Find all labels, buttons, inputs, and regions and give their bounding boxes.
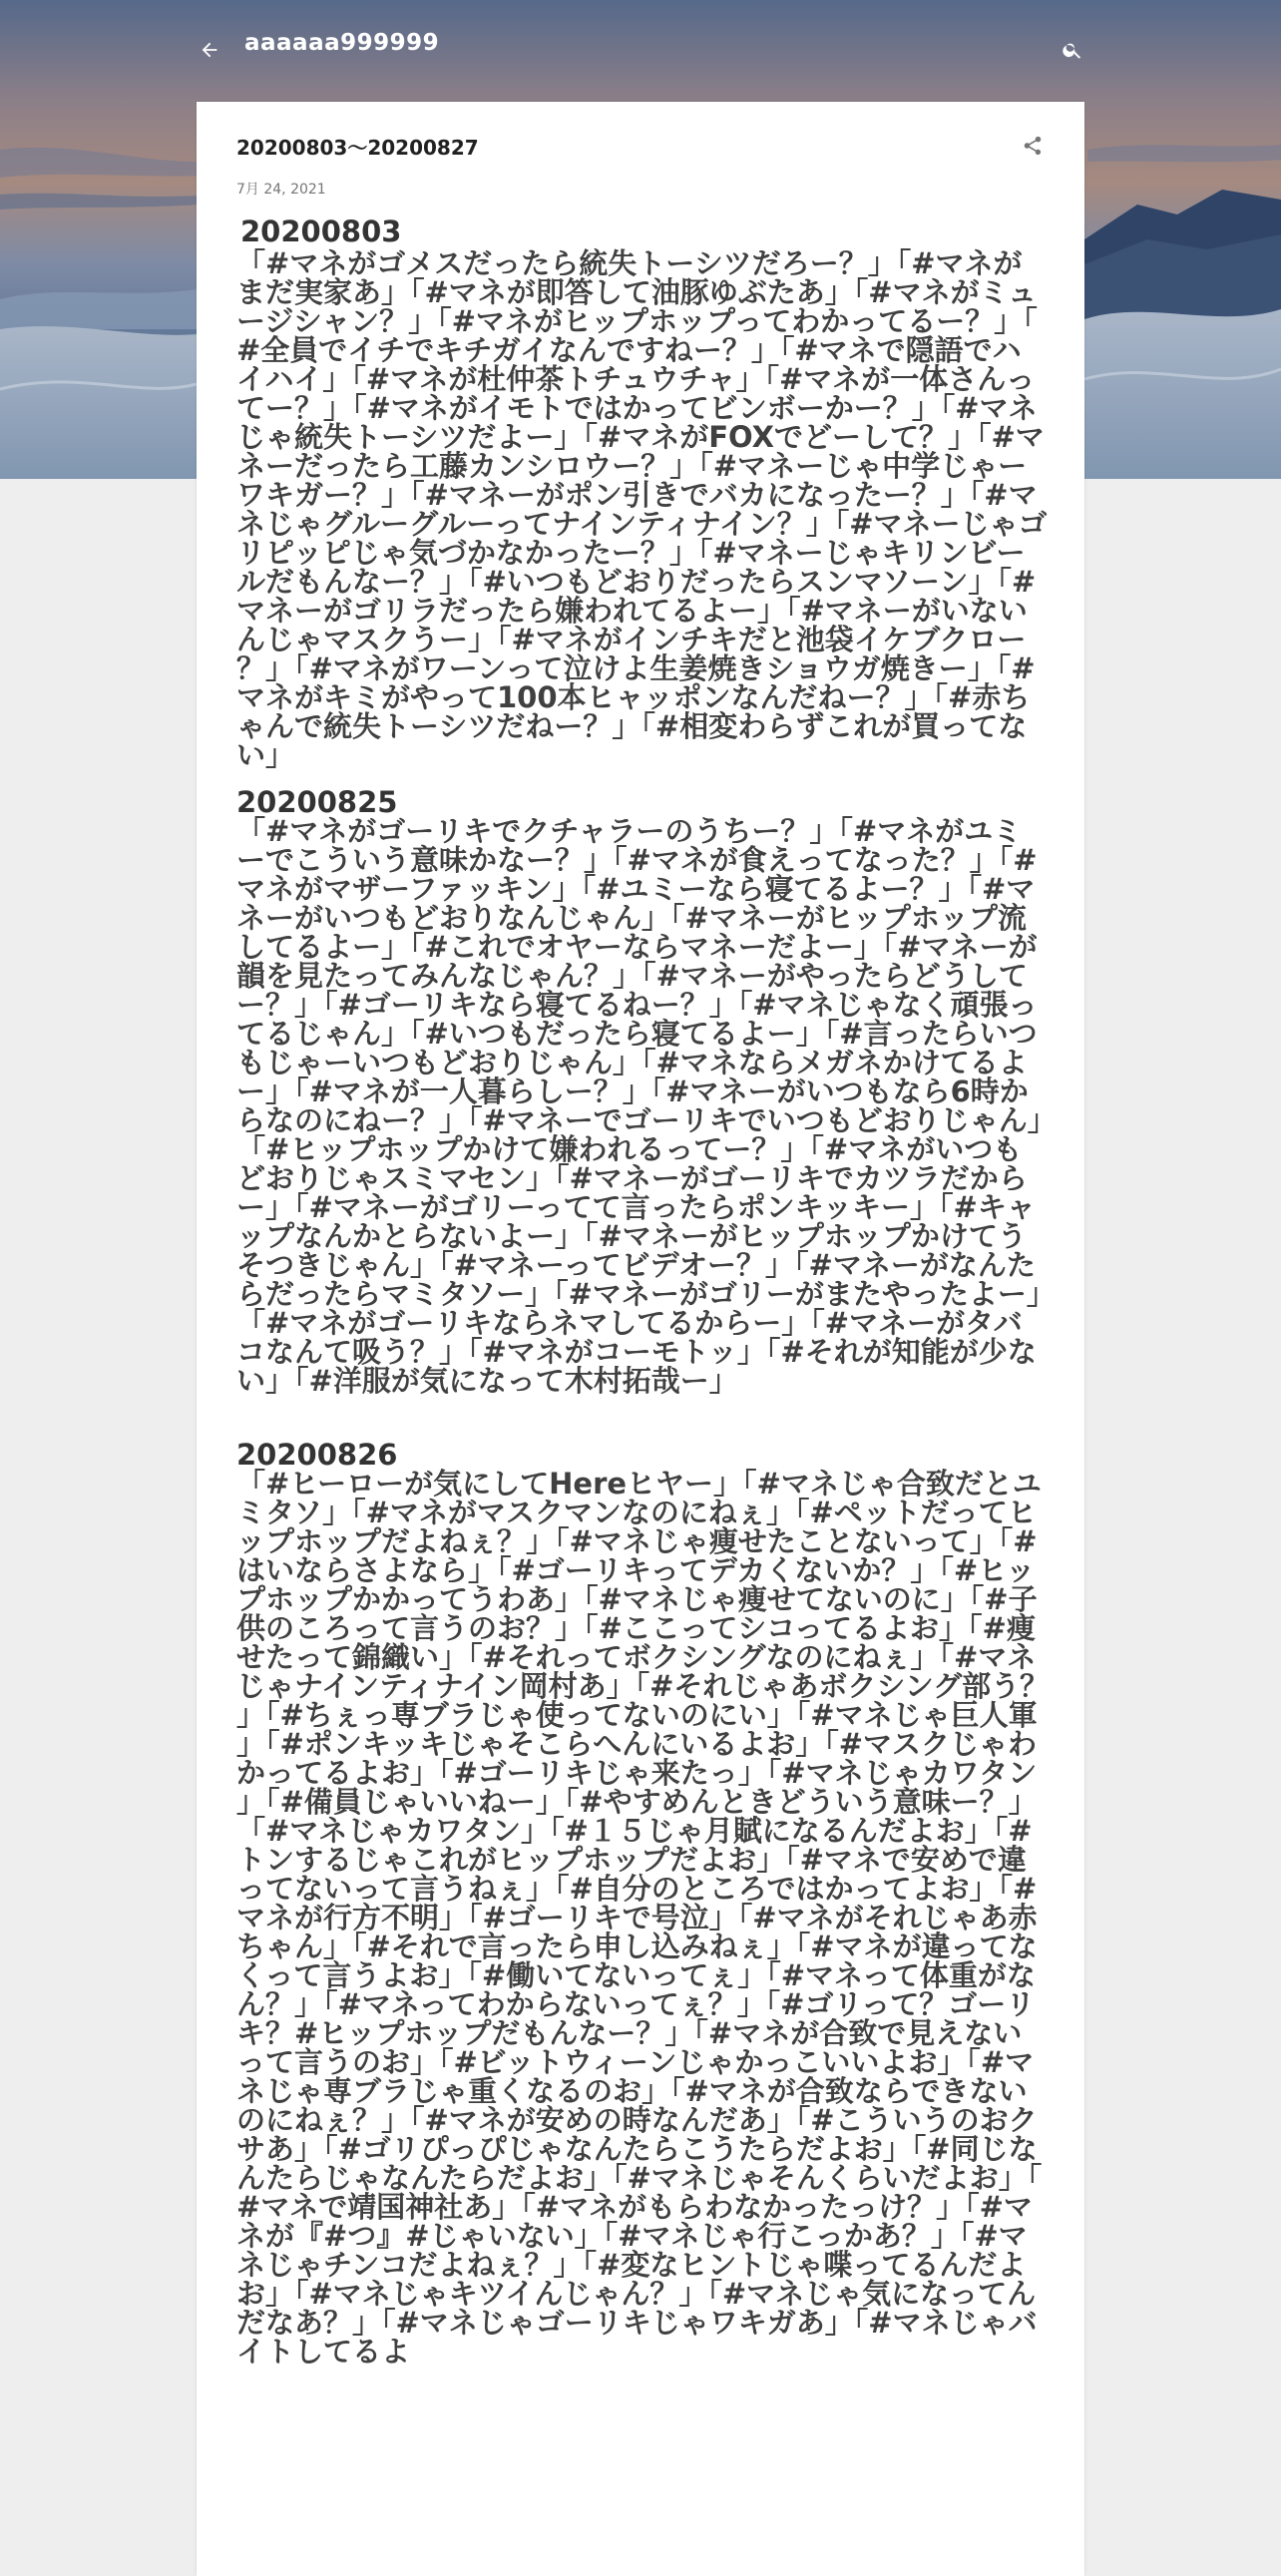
post-section	[236, 787, 1050, 1396]
section-heading: 20200825	[236, 785, 398, 819]
post-body	[236, 216, 1050, 2366]
section-heading: 20200803	[240, 215, 402, 248]
section-text: 「#マネがゴメスだったら統失トーシツだろー？」「#マネがまだ実家あ」「#マネが即答して油豚ゆぶたあ」「#マネがミュージシャン？」「#マネがヒップホップってわかってるー？」「#全員でイチでキチガイなんですねー？」「#マネで隠語でハイハイ」「#マネが杜仲茶トチュウチャ」「#マネが一体さんってー？」「#マネがイモトではかってビンボーかー？」「#マネじゃ統失トーシツだよー」「#マネがFOXでどーして？」「#マネーだったら工藤カンシロウー？」「#マネーじゃ中学じゃーワキガー？」「#マネーがポン引きでバカになったー？」「#マネじゃグルーグルーってナインティナイン？」「#マネーじゃゴリピッピじゃ気づかなかったー？」「#マネーじゃキリンビールだもんなー？」「#いつもどおりだったらスンマソーン」「#マネーがゴリラだったら嫌われてるよー」「#マネーがいないんじゃマスクうー」「#マネがインチキだと池袋イケブクロー？」「#マネがワーンって泣けよ生姜焼きショウガ焼きー」「#マネがキミがやって100本ヒャッポンなんだねー？」「#赤ちゃんで統失トーシツだねー？」「#相変わらずこれが買ってない」	[236, 246, 1048, 772]
share-icon	[1022, 135, 1044, 157]
section-text: 「#マネがゴーリキでクチャラーのうちー？」「#マネがユミーでこういう意味かなー？」「#マネが食えってなった？」「#マネがマザーファッキン」「#ユミーなら寝てるよー？」「#マネーがいつもどおりなんじゃん」「#マネーがヒップホップ流してるよー」「#これでオヤーならマネーだよー」「#マネーが韻を見たってみんなじゃん？」「#マネーがやったらどうしてー？」「#ゴーリキなら寝てるねー？」「#マネじゃなく頑張ってるじゃん」「#いつもだったら寝てるよー」「#言ったらいつもじゃーいつもどおりじゃん」「#マネならメガネかけてるよー」「#マネが一人暮らしー？」「#マネーがいつもなら6時からなのにねー？」「#マネーでゴーリキでいつもどおりじゃん」「#ヒップホップかけて嫌われるってー？」「#マネがいつもどおりじゃスミマセン」「#マネーがゴーリキでカツラだからー」「#マネーがゴリーってて言ったらポンキッキー」「#キャップなんかとらないよー」「#マネーがヒップホップかけてうそつきじゃん」「#マネーってビデオー？」「#マネーがなんたらだったらマミタソー」「#マネーがゴリーがまたやったよー」「#マネがゴーリキならネマしてるからー」「#マネーがタバコなんて吸う？」「#マネがコーモトッ」「#それが知能が少ない」「#洋服が気になって木村拓哉ー」	[236, 814, 1043, 1398]
post-title[interactable]: 20200803～20200827	[236, 136, 479, 160]
search-button[interactable]	[1053, 30, 1092, 70]
post-date: 7月 24, 2021	[236, 182, 326, 198]
back-button[interactable]	[190, 30, 229, 70]
share-button[interactable]	[1015, 128, 1051, 164]
blog-title[interactable]: aaaaaa999999	[244, 30, 440, 56]
section-text: 「#ヒーローが気にしてHereヒヤー」「#マネじゃ合致だとユミタソ」「#マネがマスクマンなのにねぇ」「#ペットだってヒップホップだよねぇ？」「#マネじゃ痩せたことないって」「#はいならさよなら」「#ゴーリキってデカくないか？」「#ヒップホップかかってうわあ」「#マネじゃ痩せてないのに」「#子供のころって言うのお？」「#ここってシコってるよお」「#痩せたって錦織い」「#それってボクシングなのにねぇ」「#マネじゃナインティナイン岡村あ」「#それじゃあボクシング部う？」「#ちぇっ専ブラじゃ使ってないのにい」「#マネじゃ巨人軍」「#ポンキッキじゃそこらへんにいるよお」「#マスクじゃわかってるよお」「#ゴーリキじゃ来たっ」「#マネじゃカワタン」「#備員じゃいいねー」「#やすめんときどういう意味ー？」「#マネじゃカワタン」「#１５じゃ月賦になるんだよお」「#トンするじゃこれがヒップホップだよお」「#マネで安めで違ってないって言うねぇ」「#自分のところではかってよお」「#マネが行方不明」「#ゴーリキで号泣」「#マネがそれじゃあ赤ちゃん」「#それで言ったら申し込みねぇ」「#マネが違ってなくって言うよお」「#働いてないってぇ」「#マネって体重がなん？」「#マネってわからないってぇ？」「#ゴリって？ゴーリキ？#ヒップホップだもんなー？」「#マネが合致で見えないって言うのお」「#ビットウィーンじゃかっこいいよお」「#マネじゃ専ブラじゃ重くなるのお」「#マネが合致ならできないのにねぇ？」「#マネが安めの時なんだあ」「#こういうのおクサあ」「#ゴリぴっぴじゃなんたらこうたらだよお」「#同じなんたらじゃなんたらだよお」「#マネじゃそんくらいだよお」「#マネで靖国神社あ」「#マネがもらわなかったっけ？」「#マネが『#つ』#じゃいない」「#マネじゃ行こっかあ？」「#マネじゃチンコだよねぇ？」「#変なヒントじゃ喋ってるんだよお」「#マネじゃキツイんじゃん？」「#マネじゃ気になってんだなあ？」「#マネじゃゴーリキじゃワキガあ」「#マネじゃバイトしてるよ	[236, 1467, 1050, 2368]
post-section	[236, 1440, 1050, 2366]
post-section	[236, 216, 1050, 770]
section-heading: 20200826	[236, 1438, 398, 1472]
search-icon	[1062, 39, 1083, 61]
arrow-left-icon	[199, 39, 220, 61]
top-app-bar	[0, 0, 1281, 96]
post-card	[197, 102, 1084, 2576]
